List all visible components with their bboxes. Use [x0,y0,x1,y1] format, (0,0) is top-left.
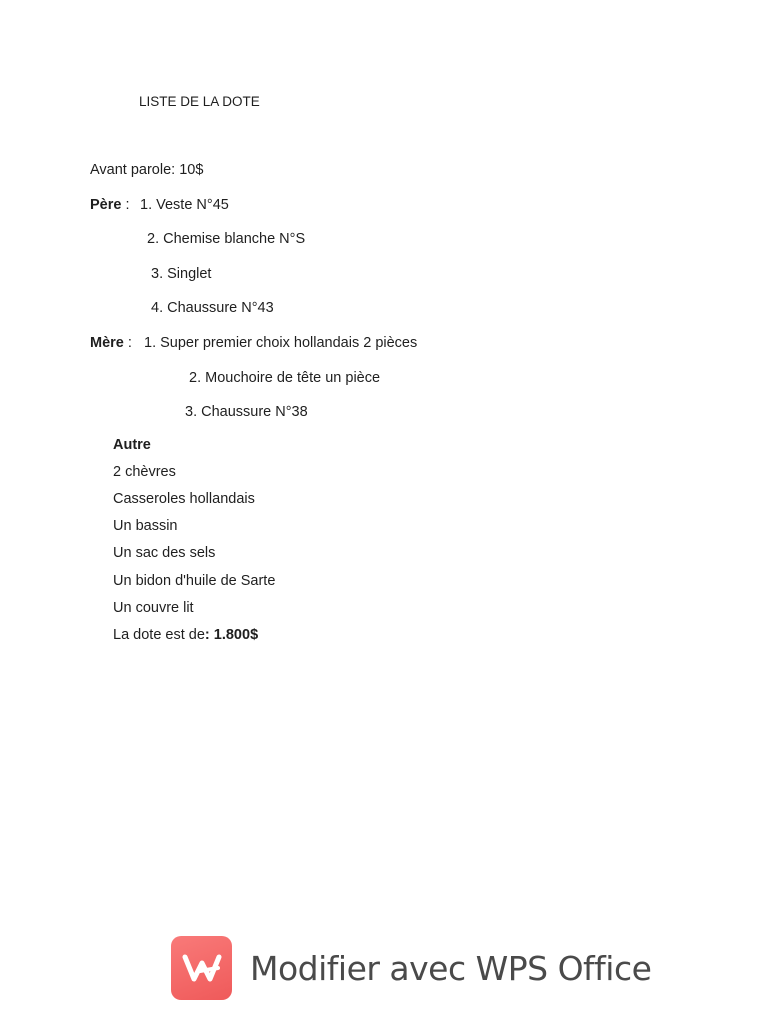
autre-item: Un bassin [113,518,178,534]
total-value: : 1.800$ [204,627,259,643]
autre-item: Un couvre lit [113,600,194,616]
mere-separator: : [123,335,132,351]
autre-item: 2 chèvres [113,464,176,480]
pere-separator: : [121,197,130,213]
document-title: LISTE DE LA DOTE [139,94,260,109]
mere-item: 2. Mouchoire de tête un pièce [189,370,381,386]
total-row [113,626,258,644]
pere-item: 4. Chaussure N°43 [151,300,274,316]
wps-edit-banner[interactable] [171,936,651,1000]
wps-edit-label[interactable]: Modifier avec WPS Office [250,948,652,988]
mere-row [90,334,132,352]
pere-label: Père [90,197,122,213]
autre-heading: Autre [113,437,151,453]
pere-item: 1. Veste N°45 [140,197,229,213]
autre-item: Casseroles hollandais [113,491,255,507]
mere-label: Mère [90,335,124,351]
avant-parole: Avant parole: 10$ [90,162,204,178]
pere-item: 2. Chemise blanche N°S [147,231,306,247]
mere-item: 1. Super premier choix hollandais 2 pièces [144,335,418,351]
mere-item: 3. Chaussure N°38 [185,404,308,420]
total-label: La dote est de [113,627,205,643]
autre-item: Un bidon d'huile de Sarte [113,573,276,589]
wps-logo-icon [171,936,232,1000]
pere-row [90,196,130,214]
autre-item: Un sac des sels [113,545,216,561]
pere-item: 3. Singlet [151,266,212,282]
